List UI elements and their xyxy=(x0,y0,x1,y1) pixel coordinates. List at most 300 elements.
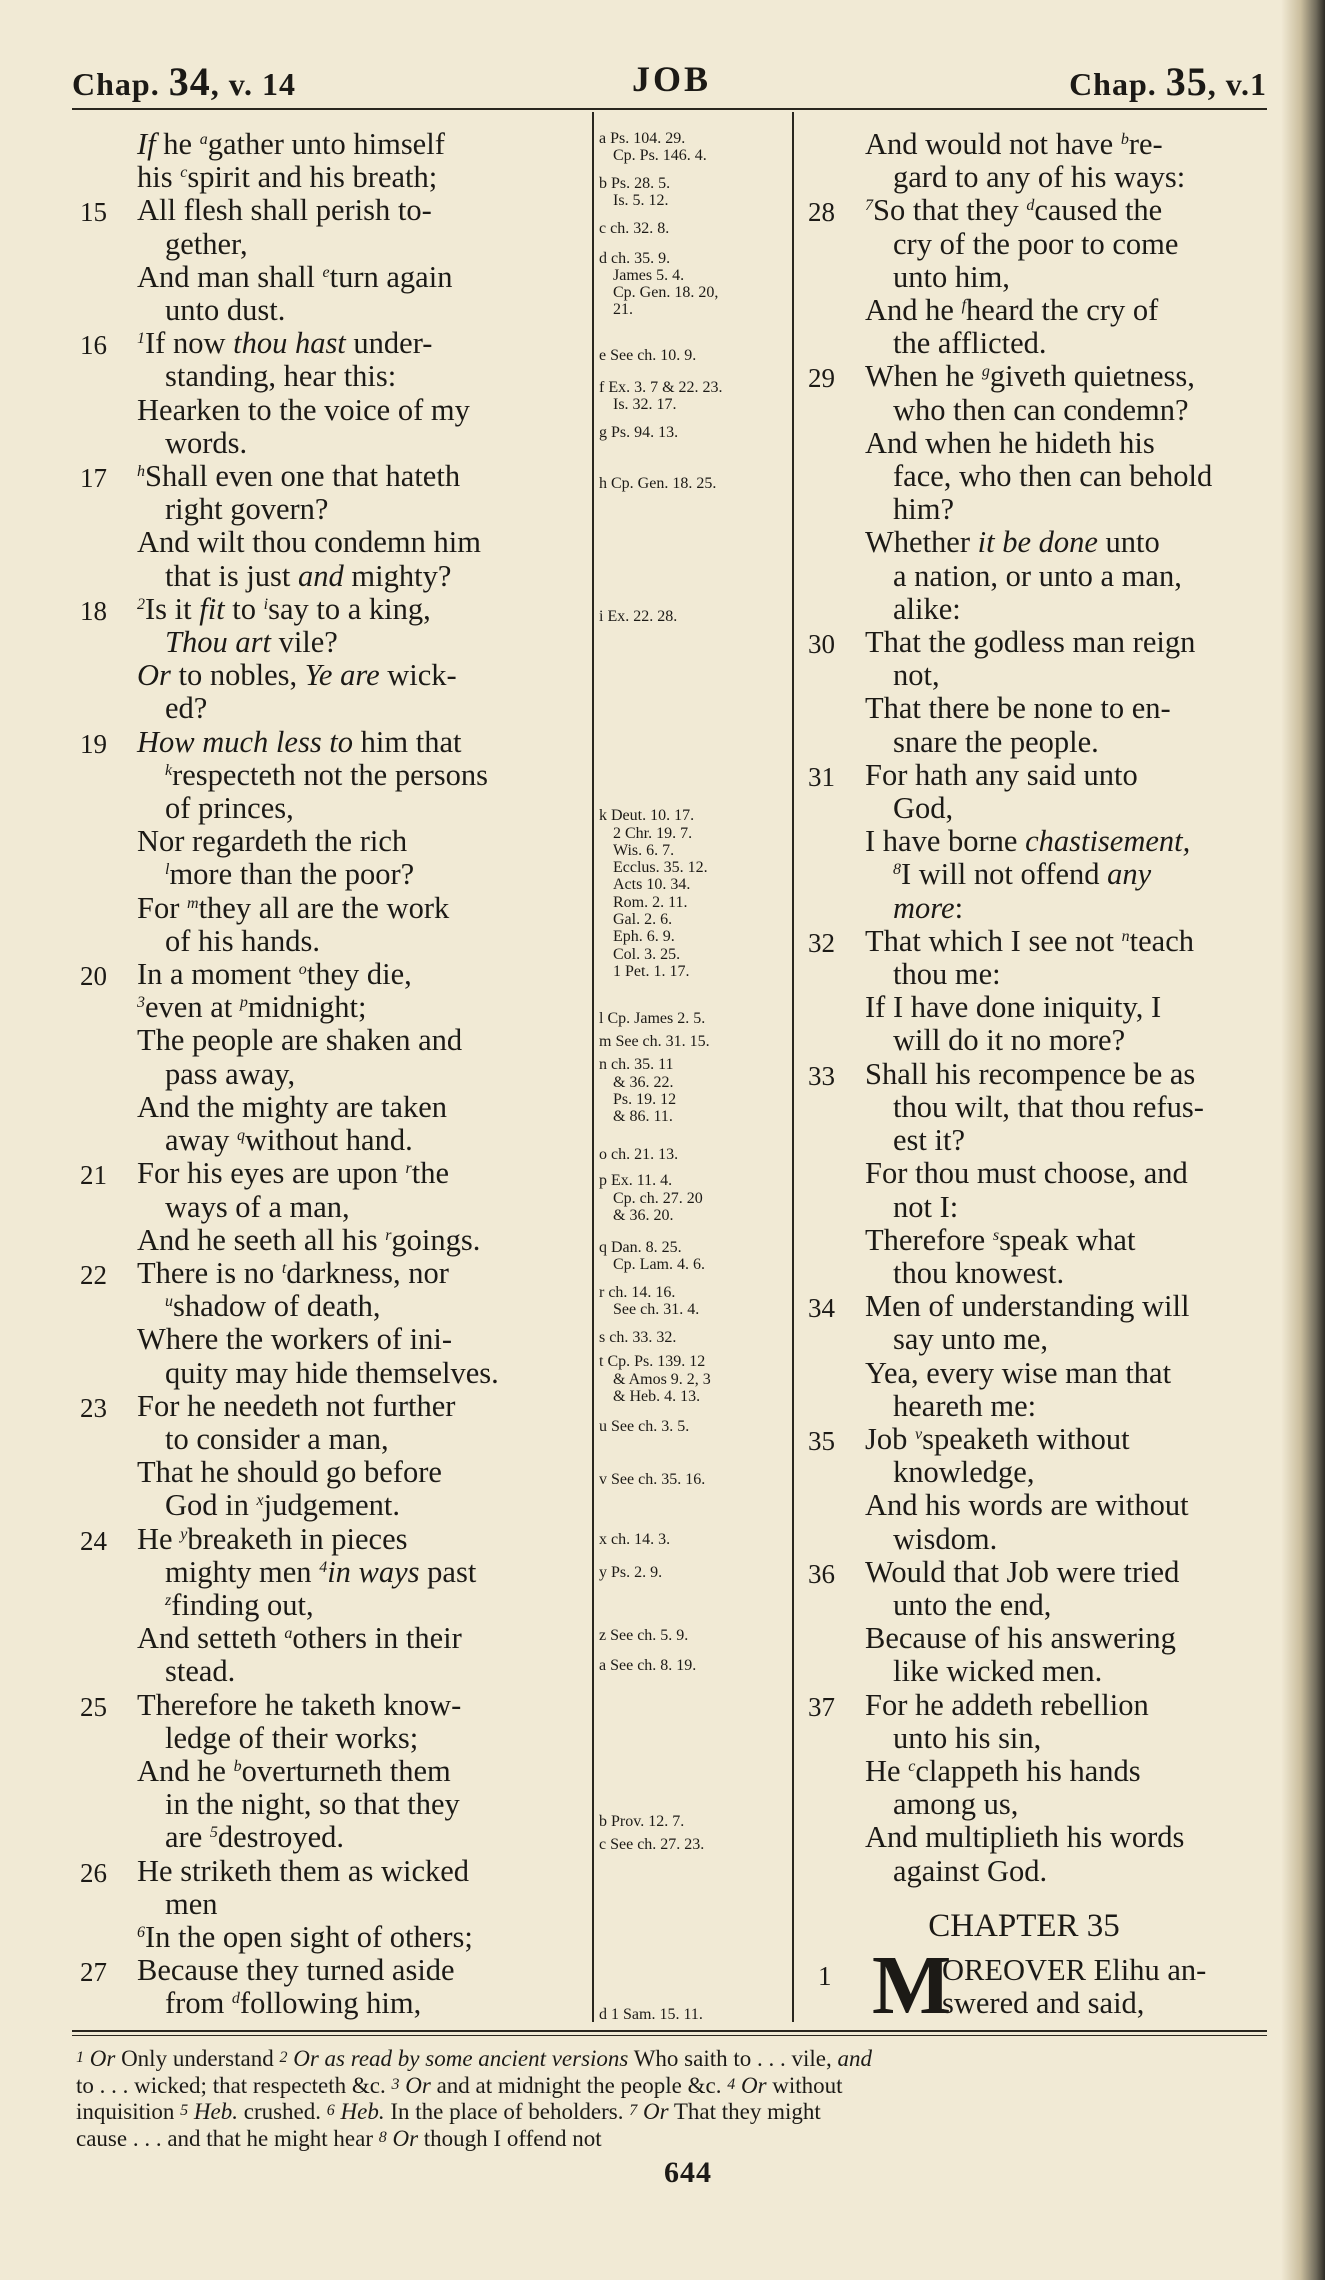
verse-number: 20 xyxy=(80,961,107,992)
verse-text xyxy=(865,1589,1278,1622)
text-run: words. xyxy=(165,425,248,460)
text-run: I will not offend xyxy=(901,857,1108,892)
text-run: Shall his recompence be as xyxy=(865,1056,1196,1091)
marginal-mark: q xyxy=(236,1127,245,1145)
text-run: respecteth not the persons xyxy=(172,757,489,792)
verse-text xyxy=(137,1357,584,1390)
text-run: For thou must choose, and xyxy=(865,1156,1188,1191)
marginal-mark: p xyxy=(239,994,248,1012)
verse-text xyxy=(137,1855,584,1888)
verse-text xyxy=(137,360,584,393)
verse-line xyxy=(72,1755,584,1788)
verse-text xyxy=(137,427,584,460)
cross-reference-line: c ch. 32. 8. xyxy=(599,219,670,237)
verse-line xyxy=(800,892,1278,925)
footnote-line xyxy=(76,2073,1286,2100)
marginal-mark: g xyxy=(981,363,990,381)
text-run: Or xyxy=(392,2125,419,2151)
verse-line xyxy=(72,460,584,493)
cross-reference-line: z See ch. 5. 9. xyxy=(599,1627,689,1645)
cross-reference xyxy=(599,220,669,237)
text-run: speak what xyxy=(999,1222,1136,1257)
verse-number: 30 xyxy=(808,629,835,660)
text-run: away xyxy=(165,1123,237,1158)
verse-text xyxy=(137,1456,584,1489)
cross-reference-line: y Ps. 2. 9. xyxy=(599,1564,663,1582)
verse-line xyxy=(72,360,584,393)
verse-text xyxy=(865,360,1278,393)
text-run: thou knowest. xyxy=(893,1255,1065,1290)
text-run: thou hast xyxy=(233,326,346,361)
cross-reference-line: i Ex. 22. 28. xyxy=(599,608,678,626)
verse-line xyxy=(800,427,1278,460)
text-run: Or as read by some ancient versions xyxy=(293,2046,629,2071)
cross-reference xyxy=(599,1010,705,1027)
verse-line xyxy=(72,1224,584,1257)
text-run: That he should go before xyxy=(137,1455,442,1490)
verse-text xyxy=(137,1788,584,1821)
verse-text xyxy=(137,1489,584,1522)
text-run: say to a king, xyxy=(268,591,431,626)
verse-line xyxy=(72,327,584,360)
cross-reference xyxy=(599,1056,676,1125)
text-run: For he needeth not further xyxy=(137,1388,456,1423)
text-run: fit xyxy=(199,591,225,626)
verse-line xyxy=(72,1290,584,1323)
verse-number: 17 xyxy=(80,463,107,494)
verse-text xyxy=(137,526,584,559)
cross-reference-line: q Dan. 8. 25. xyxy=(599,1238,682,1256)
page-number: 644 xyxy=(664,2156,712,2189)
verse-line xyxy=(72,825,584,858)
cross-reference-line: Wis. 6. 7. xyxy=(613,841,675,859)
verse-text xyxy=(137,1689,584,1722)
verse-text xyxy=(137,1423,584,1456)
verse-text xyxy=(137,892,584,925)
cross-reference-line: Is. 5. 12. xyxy=(613,192,669,210)
text-run: that is just xyxy=(165,558,299,593)
text-run: The people are shaken and xyxy=(137,1023,463,1058)
text-run: and xyxy=(837,2046,873,2071)
verse-line xyxy=(72,1157,584,1190)
cross-reference xyxy=(599,250,718,319)
verse-line xyxy=(72,427,584,460)
text-run: Would that Job were tried xyxy=(865,1554,1180,1589)
verse-line xyxy=(72,1257,584,1290)
verse-text xyxy=(865,626,1278,659)
verse-line xyxy=(72,1655,584,1688)
text-run: gather unto himself xyxy=(207,127,445,161)
verse-text xyxy=(137,626,584,659)
text-run: unto xyxy=(1097,525,1160,560)
verse-line xyxy=(72,294,584,327)
text-run: and xyxy=(298,558,344,593)
text-run: When he xyxy=(865,359,982,394)
verse-text xyxy=(137,659,584,692)
verse-line xyxy=(800,1224,1278,1257)
cross-reference-line: u See ch. 3. 5. xyxy=(599,1418,690,1436)
text-run: knowledge, xyxy=(893,1455,1035,1490)
text-run: Or xyxy=(740,2072,767,2098)
text-run: more xyxy=(893,890,955,925)
verse-line xyxy=(800,1423,1278,1456)
verse-line xyxy=(72,1124,584,1157)
marginal-mark: 1 xyxy=(137,330,145,348)
marginal-mark: d xyxy=(231,1990,240,2008)
text-run: past xyxy=(419,1554,477,1589)
cross-reference-line: b Ps. 28. 5. xyxy=(599,174,671,192)
marginal-mark: a xyxy=(284,1625,293,1643)
verse-line xyxy=(800,659,1278,692)
verse-text xyxy=(865,726,1278,759)
verse-line xyxy=(72,593,584,626)
marginal-mark: a xyxy=(199,131,208,148)
verse-text xyxy=(137,294,584,327)
verse-line xyxy=(72,792,584,825)
text-run: gard to any of his ways: xyxy=(893,160,1186,195)
text-run: I have borne xyxy=(865,824,1026,859)
verse-line xyxy=(800,394,1278,427)
verse-text xyxy=(137,1921,584,1954)
text-run: Hearken to the voice of my xyxy=(137,392,470,427)
text-run: against God. xyxy=(893,1853,1048,1888)
verse-text xyxy=(137,1091,584,1124)
verse-line xyxy=(72,228,584,261)
marginal-mark: o xyxy=(298,961,307,979)
cross-reference xyxy=(599,475,716,492)
verse-line xyxy=(800,1622,1278,1655)
text-run: finding out, xyxy=(171,1587,314,1622)
verse-text xyxy=(137,1323,584,1356)
text-run: That which I see not xyxy=(865,923,1122,958)
verse-line xyxy=(800,1058,1278,1091)
cross-reference-line: x ch. 14. 3. xyxy=(599,1531,671,1549)
text-run: And he xyxy=(865,293,962,328)
cross-reference-line: & 36. 22. xyxy=(613,1073,674,1091)
marginal-mark: v xyxy=(915,1425,923,1443)
text-run: judgement. xyxy=(263,1488,400,1523)
verse-line xyxy=(800,1191,1278,1224)
verse-text xyxy=(865,1423,1278,1456)
marginal-mark: t xyxy=(281,1259,287,1277)
verse-number: 22 xyxy=(80,1259,107,1290)
text-run: under- xyxy=(345,326,433,361)
verse-line xyxy=(800,792,1278,825)
text-run: even at xyxy=(145,990,240,1025)
text-run: say unto me, xyxy=(893,1322,1049,1357)
verse-text xyxy=(137,194,584,227)
verse-text xyxy=(865,925,1278,958)
marginal-mark: 3 xyxy=(391,2075,400,2093)
verse-line xyxy=(72,1390,584,1423)
verse-text xyxy=(865,1157,1278,1190)
verse-line xyxy=(72,858,584,891)
verse-line xyxy=(800,1091,1278,1124)
marginal-mark: 7 xyxy=(629,2102,638,2119)
text-run: Heb. xyxy=(193,2099,238,2124)
cross-reference-line: James 5. 4. xyxy=(613,266,685,284)
verse-text xyxy=(137,1821,584,1854)
verse-number: 26 xyxy=(80,1857,107,1888)
verse-text xyxy=(865,1821,1278,1854)
text-run: pass away, xyxy=(165,1056,296,1091)
text-run: without hand. xyxy=(244,1123,413,1158)
text-run: men xyxy=(165,1886,218,1921)
verse-line xyxy=(800,526,1278,559)
verse-text xyxy=(865,1489,1278,1522)
verse-text xyxy=(865,1755,1278,1788)
cross-reference-line: 1 Pet. 1. 17. xyxy=(613,962,690,980)
text-run: re- xyxy=(1128,128,1163,161)
verse-text xyxy=(137,858,584,891)
marginal-mark: d xyxy=(1026,197,1035,215)
cross-reference xyxy=(599,1657,696,1674)
marginal-mark: r xyxy=(405,1160,412,1178)
column-divider-right xyxy=(792,112,794,2022)
marginal-mark: 5 xyxy=(180,2102,189,2119)
marginal-mark: b xyxy=(233,1757,242,1775)
cross-reference-line: k Deut. 10. 17. xyxy=(599,807,695,825)
verse-text xyxy=(137,261,584,294)
verse-line xyxy=(800,626,1278,659)
cross-reference-line: l Cp. James 2. 5. xyxy=(599,1009,706,1027)
cross-reference-line: a See ch. 8. 19. xyxy=(599,1657,697,1675)
text-run: to xyxy=(224,591,264,626)
text-run: Or xyxy=(642,2099,669,2124)
text-run: So that they xyxy=(873,193,1027,228)
marginal-mark: f xyxy=(961,297,967,315)
text-run: thou wilt, that thou refus- xyxy=(893,1089,1204,1124)
text-run: If now xyxy=(145,326,234,361)
verse-line xyxy=(72,1622,584,1655)
cross-reference-line: v See ch. 35. 16. xyxy=(599,1471,706,1489)
verse-text xyxy=(137,1556,584,1589)
cross-reference-line: e See ch. 10. 9. xyxy=(599,347,697,365)
chapter-heading: CHAPTER 35 xyxy=(928,1907,1120,1944)
verse-line xyxy=(800,1689,1278,1722)
verse-text xyxy=(137,1058,584,1091)
verse-text xyxy=(137,1191,584,1224)
drop-cap-letter: M xyxy=(872,1938,952,2024)
cross-reference-line: Gal. 2. 6. xyxy=(613,911,673,929)
text-run: If xyxy=(137,127,156,161)
footnote-line xyxy=(76,2099,1286,2126)
verse-text xyxy=(865,692,1278,725)
cross-reference xyxy=(599,1418,689,1435)
cross-reference-line: r ch. 14. 16. xyxy=(599,1283,676,1301)
verse-line xyxy=(800,1257,1278,1290)
verse-line xyxy=(72,128,584,161)
text-run: And setteth xyxy=(137,1621,285,1656)
verse-text xyxy=(865,1689,1278,1722)
cross-reference xyxy=(599,175,670,210)
verse-line xyxy=(800,759,1278,792)
verse-text xyxy=(137,1257,584,1290)
marginal-mark: n xyxy=(1121,927,1130,945)
cross-reference xyxy=(599,1627,688,1644)
cross-reference-line: n ch. 35. 11 xyxy=(599,1056,674,1074)
footnote-rule xyxy=(72,2030,1267,2032)
text-run: not I: xyxy=(893,1189,959,1224)
verse-line xyxy=(800,1755,1278,1788)
cross-reference xyxy=(599,2006,703,2023)
text-run: Because of his answering xyxy=(865,1621,1176,1656)
verse-text xyxy=(137,1954,584,1987)
verse-text xyxy=(865,294,1278,327)
text-run: heard the cry of xyxy=(966,293,1159,328)
cross-reference-line: c See ch. 27. 23. xyxy=(599,1836,705,1854)
text-run: Whether xyxy=(865,525,978,560)
verse-number: 15 xyxy=(80,197,107,228)
text-run: ed? xyxy=(165,691,208,726)
verse-text xyxy=(865,1456,1278,1489)
verse-line xyxy=(72,958,584,991)
verse-text xyxy=(865,1290,1278,1323)
text-run: Or xyxy=(89,2046,116,2071)
verse-text xyxy=(865,1257,1278,1290)
verse-number: 32 xyxy=(808,927,835,958)
verse-text xyxy=(865,1091,1278,1124)
verse-line xyxy=(800,1489,1278,1522)
verse-text xyxy=(137,1888,584,1921)
verse-number: 34 xyxy=(808,1293,835,1324)
verse-text xyxy=(137,925,584,958)
cross-reference xyxy=(599,1146,678,1163)
verse-text xyxy=(137,726,584,759)
page-edge-shadow xyxy=(1281,0,1325,2280)
verse-text xyxy=(865,1722,1278,1755)
verse-number: 36 xyxy=(808,1558,835,1589)
text-run: in ways xyxy=(327,1554,420,1589)
marginal-mark: 8 xyxy=(378,2128,387,2146)
cross-reference-line: m See ch. 31. 15. xyxy=(599,1033,710,1051)
marginal-mark: s xyxy=(992,1226,1000,1244)
cross-reference-line: d ch. 35. 9. xyxy=(599,249,671,267)
marginal-mark: e xyxy=(322,263,330,281)
verse-text xyxy=(865,1058,1278,1091)
text-run: cry of the poor to come xyxy=(893,226,1179,261)
text-run: He xyxy=(865,1753,909,1788)
text-run: In the place of beholders. xyxy=(384,2099,630,2124)
cross-reference xyxy=(599,1471,705,1488)
verse-text xyxy=(137,1589,584,1622)
text-run: to . . . wicked; that respecteth &c. xyxy=(76,2072,392,2098)
text-run: breaketh in pieces xyxy=(187,1521,408,1556)
text-run: Therefore he taketh know- xyxy=(137,1687,462,1722)
verse-text xyxy=(137,958,584,991)
text-run: And wilt thou condemn him xyxy=(137,525,481,560)
text-run: That there be none to en- xyxy=(865,691,1171,726)
verse-text xyxy=(137,692,584,725)
text-run: gether, xyxy=(165,226,248,261)
verse-text xyxy=(137,1987,584,2020)
left-text-column xyxy=(72,128,584,2021)
marginal-mark: z xyxy=(165,1591,172,1609)
verse-line xyxy=(800,858,1278,891)
verse-line xyxy=(800,493,1278,526)
text-run: ledge of their works; xyxy=(165,1720,419,1755)
verse-line xyxy=(72,394,584,427)
text-run: clappeth his hands xyxy=(915,1753,1141,1788)
verse-text xyxy=(137,560,584,593)
verse-line xyxy=(800,261,1278,294)
verse-line xyxy=(800,1855,1278,1888)
cross-reference-line: f Ex. 3. 7 & 22. 23. xyxy=(599,379,723,396)
verse-line xyxy=(800,692,1278,725)
text-run: giveth quietness, xyxy=(989,359,1195,394)
cross-reference-line: & Heb. 4. 13. xyxy=(613,1388,701,1405)
verse-line xyxy=(800,958,1278,991)
text-run: est it? xyxy=(893,1123,965,1158)
text-run: to consider a man, xyxy=(165,1421,389,1456)
verse-line xyxy=(72,526,584,559)
verse-line xyxy=(800,1523,1278,1556)
verse-number: 33 xyxy=(808,1060,835,1091)
cross-reference-line: & 86. 11. xyxy=(613,1108,673,1126)
verse-line xyxy=(72,925,584,958)
text-run: are xyxy=(165,1820,210,1855)
text-run: Or xyxy=(405,2072,431,2098)
text-run: caused the xyxy=(1034,193,1163,228)
opening-line-2: swered and said, xyxy=(942,1985,1145,2020)
text-run: unto his sin, xyxy=(893,1720,1042,1755)
cross-reference xyxy=(599,1813,684,1830)
cross-reference xyxy=(599,1033,710,1050)
verse-text xyxy=(865,1024,1278,1057)
text-run: There is no xyxy=(137,1255,282,1290)
text-run: Because they turned aside xyxy=(137,1953,455,1988)
verse-line xyxy=(800,1821,1278,1854)
text-run: of his hands. xyxy=(165,923,321,958)
cross-reference-line: Is. 32. 17. xyxy=(613,396,677,414)
verse-text xyxy=(865,892,1278,925)
verse-text xyxy=(137,759,584,792)
verse-line xyxy=(72,161,584,194)
text-run: destroyed. xyxy=(217,1820,345,1855)
text-run: How much less to xyxy=(137,724,354,759)
text-run: He xyxy=(137,1521,181,1556)
verse-line xyxy=(800,825,1278,858)
verse-line xyxy=(800,1456,1278,1489)
text-run: without xyxy=(766,2072,843,2098)
verse-line xyxy=(800,128,1278,161)
verse-line xyxy=(800,593,1278,626)
cross-reference-line: b Prov. 12. 7. xyxy=(599,1813,685,1831)
verse-line xyxy=(72,991,584,1024)
verse-text xyxy=(865,1556,1278,1589)
verse-text xyxy=(137,1755,584,1788)
right-text-column xyxy=(800,128,1278,2024)
verse-line xyxy=(72,1689,584,1722)
verse-number: 28 xyxy=(808,197,835,228)
verse-text xyxy=(865,958,1278,991)
text-run: any xyxy=(1107,857,1152,892)
verse-text xyxy=(137,825,584,858)
text-run: And he xyxy=(137,1753,234,1788)
cross-reference-line: Cp. ch. 27. 20 xyxy=(613,1189,703,1207)
cross-reference-line: 2 Chr. 19. 7. xyxy=(613,824,693,842)
verse-line xyxy=(72,1987,584,2020)
cross-reference xyxy=(599,1531,670,1548)
cross-reference xyxy=(599,379,723,414)
text-run: In the open sight of others; xyxy=(145,1919,473,1954)
marginal-mark: b xyxy=(1120,131,1129,148)
header-right-reference: Chap. 35, v.1 xyxy=(1069,59,1267,104)
text-run: God in xyxy=(165,1488,257,1523)
verse-text xyxy=(865,1390,1278,1423)
verse-text xyxy=(865,593,1278,626)
verse-line xyxy=(72,1556,584,1589)
